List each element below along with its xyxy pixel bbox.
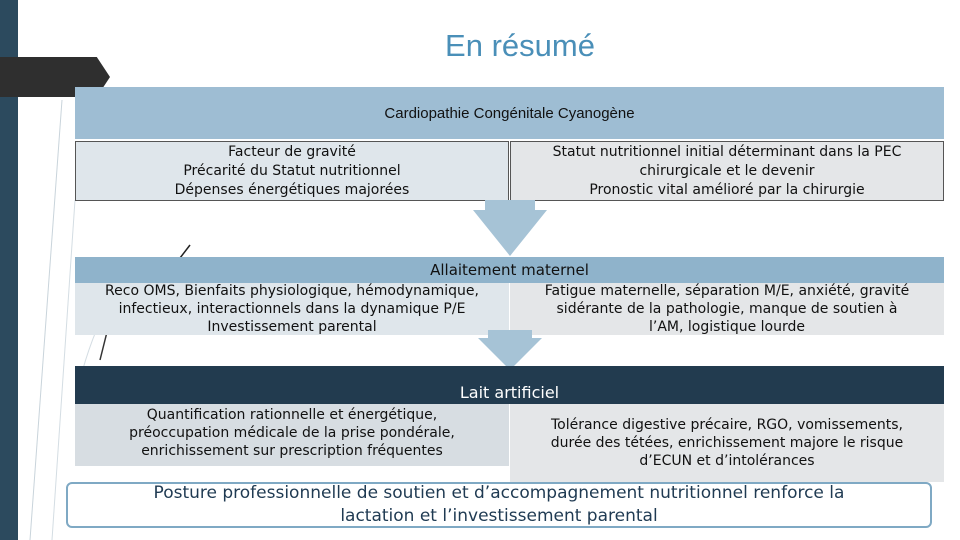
conclusion-box: [66, 482, 932, 528]
cardiopathie-outcomes-box: [510, 141, 944, 201]
box-line: d’ECUN et d’intolérances: [639, 453, 815, 469]
box-line: Fatigue maternelle, séparation M/E, anxiété, gravité: [544, 283, 910, 299]
down-arrow-icon: [473, 200, 547, 256]
box-line: Dépenses énergétiques majorées: [174, 181, 410, 198]
box-line: Précarité du Statut nutritionnel: [183, 162, 401, 179]
box-line: Pronostic vital amélioré par la chirurgie: [589, 181, 865, 198]
box-line: Statut nutritionnel initial déterminant dans la PEC: [552, 143, 902, 160]
box-line: préoccupation médicale de la prise pondérale,: [129, 425, 455, 441]
allaitement-barriers-box: [510, 283, 944, 335]
box-line: sidérante de la pathologie, manque de soutien à: [556, 301, 898, 317]
slide-title: En résumé: [445, 28, 595, 63]
box-line: Reco OMS, Bienfaits physiologique, hémodynamique,: [105, 283, 479, 299]
box-line: durée des tétées, enrichissement majore le risque: [550, 435, 904, 451]
box-line: l’AM, logistique lourde: [649, 319, 805, 335]
box-line: Quantification rationnelle et énergétique,: [146, 407, 438, 423]
conclusion-line: Posture professionnelle de soutien et d’accompagnement nutritionnel renforce la: [153, 483, 845, 503]
section-header-lait-artificiel: Lait artificiel: [75, 366, 944, 404]
section-header-allaitement: Allaitement maternel: [75, 257, 944, 283]
down-arrow-icon: [478, 330, 542, 370]
cardiopathie-risks-box: [75, 141, 509, 201]
box-line: enrichissement sur prescription fréquentes: [141, 443, 443, 459]
box-line: Tolérance digestive précaire, RGO, vomissements,: [550, 417, 904, 433]
allaitement-benefits-box: [75, 283, 509, 335]
conclusion-line: lactation et l’investissement parental: [340, 506, 658, 526]
section-header-cardiopathie: Cardiopathie Congénitale Cyanogène: [75, 87, 944, 139]
box-line: Facteur de gravité: [228, 143, 356, 160]
box-line: infectieux, interactionnels dans la dynamique P/E: [118, 301, 466, 317]
box-line: Investissement parental: [207, 319, 377, 335]
lait-artificiel-pros-box: [75, 404, 509, 466]
lait-artificiel-cons-box: [510, 404, 944, 482]
box-line: chirurgicale et le devenir: [639, 162, 815, 179]
